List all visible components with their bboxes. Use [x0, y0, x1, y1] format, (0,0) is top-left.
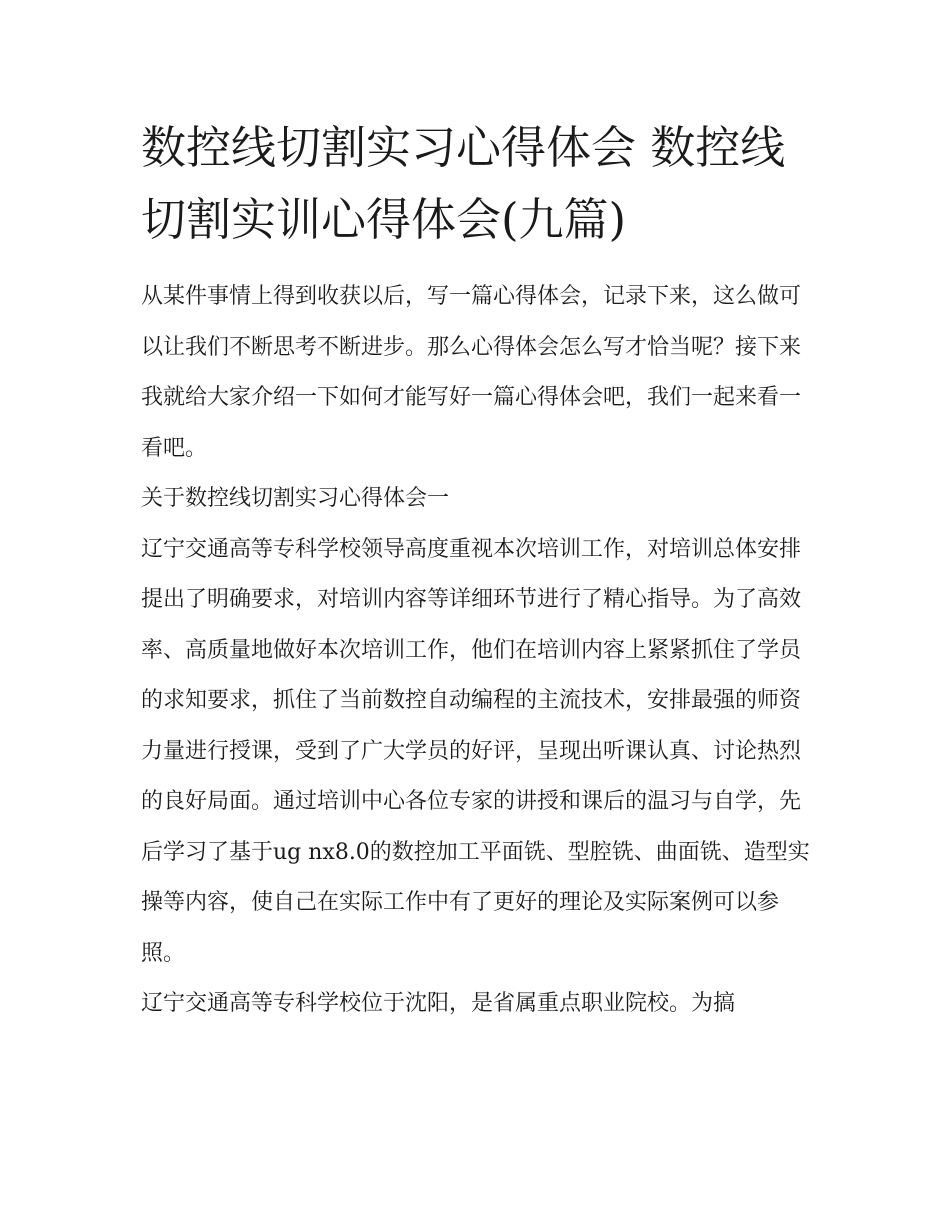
document-title: 数控线切割实习心得体会 数控线切割实训心得体会(九篇)	[141, 121, 786, 246]
intro-paragraph: 从某件事情上得到收获以后，写一篇心得体会，记录下来，这么做可以让我们不断思考不断进步。那么心得体会怎么写才恰当呢？接下来我就给大家介绍一下如何才能写好一篇心得体会吧，我们一起来看一看吧。	[141, 284, 802, 461]
document-body	[141, 112, 813, 1030]
body-paragraph: 辽宁交通高等专科学校位于沈阳，是省属重点职业院校。为搞	[141, 991, 736, 1016]
section-heading: 关于数控线切割实习心得体会一	[141, 486, 450, 511]
body-paragraph: 辽宁交通高等专科学校领导高度重视本次培训工作，对培训总体安排提出了明确要求，对培训内容等详细环节进行了精心指导。为了高效率、高质量地做好本次培训工作，他们在培训内容上紧紧抓住了学员的求知要求，抓住了当前数控自动编程的主流技术，安排最强的师资力量进行授课，受到了广大学员的好评，呈现出听课认真、讨论热烈的良好局面。通过培训中心各位专家的讲授和课后的温习与自学，先后学习了基于ug nx8.0的数控加工平面铣、型腔铣、曲面铣、造型实操等内容，使自己在实际工作中有了更好的理论及实际案例可以参照。	[141, 536, 810, 966]
